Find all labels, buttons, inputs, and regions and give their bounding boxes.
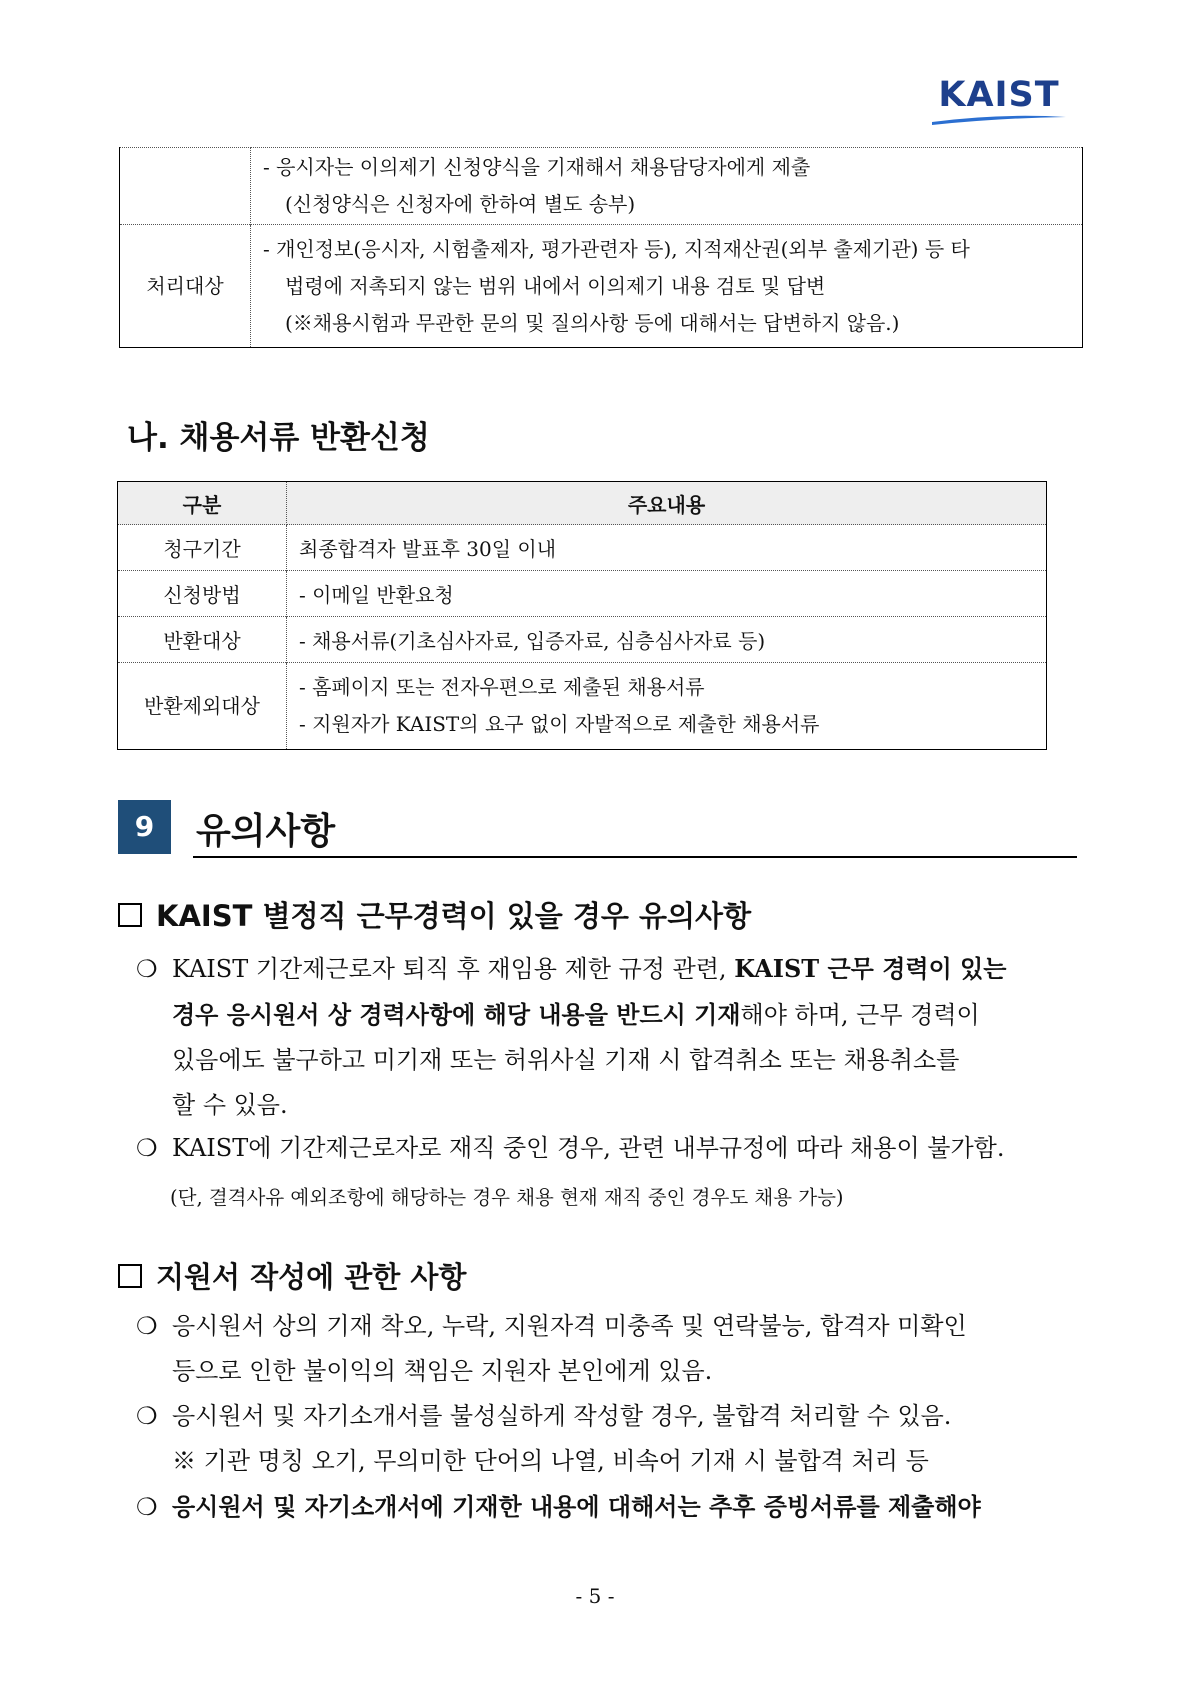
- content-line: - 지원자가 KAIST의 요구 없이 자발적으로 제출한 채용서류: [299, 712, 820, 736]
- paragraph-line: [136, 946, 1084, 992]
- table-row: [118, 617, 1047, 663]
- logo-text: KAIST: [938, 75, 1060, 115]
- content-line: - 개인정보(응시자, 시험출제자, 평가관련자 등), 지적재산권(외부 출제기관) 등 타: [263, 236, 970, 261]
- paragraph-line: [136, 1484, 1084, 1530]
- content-line: - 홈페이지 또는 전자우편으로 제출된 채용서류: [299, 675, 705, 699]
- table-row: [118, 525, 1047, 571]
- row-label: 반환제외대상: [118, 663, 287, 750]
- row-content: [251, 148, 1083, 225]
- section-title: 유의사항: [196, 811, 336, 852]
- row-content: - 이메일 반환요청: [287, 571, 1047, 617]
- paragraph-line: 할 수 있음.: [172, 1091, 288, 1119]
- subsection-title: 지원서 작성에 관한 사항: [156, 1260, 467, 1294]
- text-run: 응시원서 상의 기재 착오, 누락, 지원자격 미충족 및 연락불능, 합격자 미확인: [172, 1312, 967, 1340]
- row-content: [251, 225, 1083, 348]
- subsection-title: KAIST 별정직 근무경력이 있을 경우 유의사항: [156, 899, 752, 933]
- circle-bullet-icon: ❍: [136, 1312, 158, 1340]
- circle-bullet-icon: ❍: [136, 1493, 158, 1521]
- row-label: 신청방법: [118, 571, 287, 617]
- section-number-badge: 9: [118, 800, 171, 854]
- content-line: 법령에 저촉되지 않는 범위 내에서 이의제기 내용 검토 및 답변: [285, 273, 826, 298]
- paragraph-line: [136, 1304, 1084, 1349]
- column-header: 주요내용: [287, 482, 1047, 525]
- table-header-row: [118, 482, 1047, 525]
- subsection-heading: [118, 894, 751, 935]
- paragraph-line: [136, 1394, 1084, 1439]
- content-line: (※채용시험과 무관한 문의 및 질의사항 등에 대해서는 답변하지 않음.): [285, 310, 900, 335]
- column-header: 구분: [118, 482, 287, 525]
- row-content: - 채용서류(기초심사자료, 입증자료, 심층심사자료 등): [287, 617, 1047, 663]
- table-row: [118, 571, 1047, 617]
- notice-paragraph: [136, 1126, 1084, 1171]
- objection-table: [119, 147, 1083, 348]
- paragraph-line: [136, 1126, 1084, 1171]
- row-label: [120, 148, 251, 225]
- bold-text-run: 응시원서 및 자기소개서에 기재한 내용에 대해서는 추후 증빙서류를 제출해야: [172, 1492, 981, 1521]
- text-run: 응시원서 및 자기소개서를 불성실하게 작성할 경우, 불합격 처리할 수 있음.: [172, 1402, 952, 1430]
- bold-text-run: KAIST 근무 경력이 있는: [734, 954, 1007, 983]
- table-row: [120, 148, 1083, 225]
- content-line: (신청양식은 신청자에 한하여 별도 송부): [285, 192, 636, 216]
- section-heading: 나. 채용서류 반환신청: [127, 420, 430, 456]
- section-divider: [193, 856, 1077, 858]
- kaist-logo: [930, 75, 1068, 130]
- notice-paragraph: [136, 1304, 1084, 1530]
- paragraph-line: ※ 기관 명칭 오기, 무의미한 단어의 나열, 비속어 기재 시 불합격 처리 등: [172, 1447, 929, 1475]
- paragraph-line: 있음에도 불구하고 미기재 또는 허위사실 기재 시 합격취소 또는 채용취소를: [172, 1046, 960, 1074]
- row-label: 반환대상: [118, 617, 287, 663]
- row-label: 처리대상: [120, 225, 251, 348]
- paragraph-line: [136, 992, 1084, 1038]
- table-row: [120, 225, 1083, 348]
- paragraph-note: (단, 결격사유 예외조항에 해당하는 경우 채용 현재 재직 중인 경우도 채용 가능): [170, 1186, 844, 1209]
- notice-paragraph: [136, 946, 1084, 1128]
- table-row: [118, 663, 1047, 750]
- row-content: 최종합격자 발표후 30일 이내: [287, 525, 1047, 571]
- page-number: - 5 -: [575, 1584, 615, 1608]
- subsection-heading: [118, 1255, 466, 1296]
- circle-bullet-icon: ❍: [136, 955, 158, 983]
- bold-text-run: 경우 응시원서 상 경력사항에 해당 내용을 반드시 기재: [172, 1000, 741, 1029]
- document-return-table: [117, 481, 1047, 750]
- logo-swoosh-icon: [930, 113, 1068, 127]
- circle-bullet-icon: ❍: [136, 1402, 158, 1430]
- text-run: KAIST에 기간제근로자로 재직 중인 경우, 관련 내부규정에 따라 채용이 불가함.: [172, 1134, 1005, 1162]
- checkbox-square-icon: [118, 903, 142, 927]
- paragraph-line: 등으로 인한 불이익의 책임은 지원자 본인에게 있음.: [172, 1357, 713, 1385]
- row-content: [287, 663, 1047, 750]
- checkbox-square-icon: [118, 1264, 142, 1288]
- circle-bullet-icon: ❍: [136, 1134, 158, 1162]
- row-label: 청구기간: [118, 525, 287, 571]
- content-line: - 응시자는 이의제기 신청양식을 기재해서 채용담당자에게 제출: [263, 155, 811, 179]
- text-run: 해야 하며, 근무 경력이: [740, 1001, 980, 1029]
- text-run: KAIST 기간제근로자 퇴직 후 재임용 제한 규정 관련,: [172, 955, 735, 983]
